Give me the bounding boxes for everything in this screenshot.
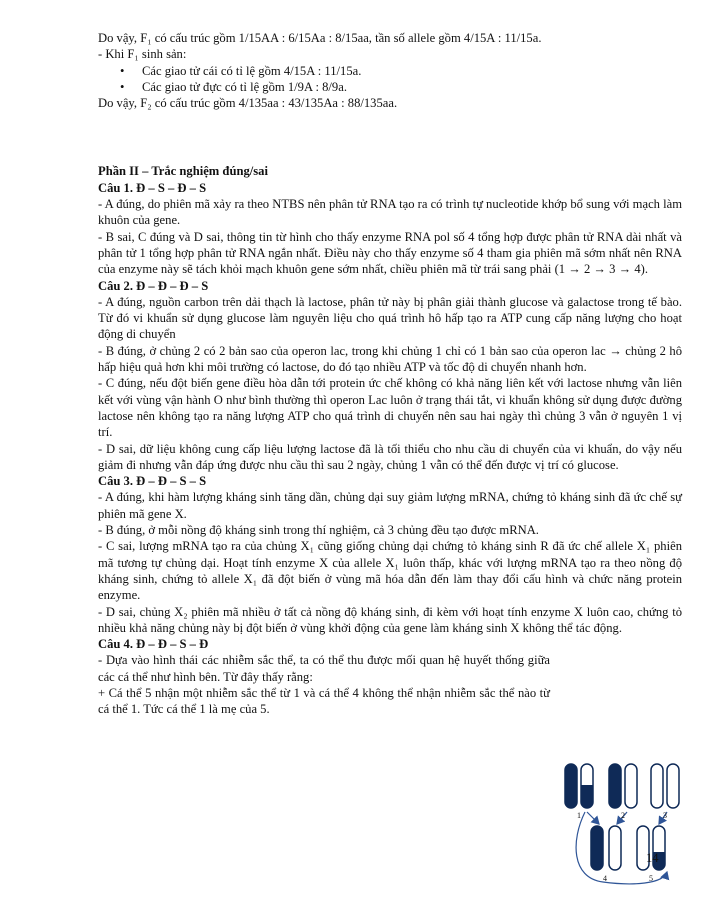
- figure-label: 1: [577, 811, 581, 820]
- question-4-a: - Dựa vào hình thái các nhiễm sắc thể, ta có thể thu được mối quan hệ huyết thống giữa các cá thể như hình bên. Từ đây thấy rằng:: [98, 653, 550, 684]
- chromosome-pair-2: [609, 764, 637, 808]
- question-1-heading: Câu 1. Đ – S – Đ – S: [98, 180, 207, 195]
- question-3-heading: Câu 3. Đ – Đ – S – S: [98, 474, 207, 489]
- figure-label: 2: [621, 811, 625, 820]
- inheritance-arrow: [587, 812, 599, 824]
- intro-line-2: - Khi F₁ sinh sản:: [98, 47, 187, 62]
- question-4-heading: Câu 4. Đ – Đ – S – Đ: [98, 637, 209, 652]
- page-number: 14: [646, 851, 659, 865]
- figure-label: 4: [603, 874, 607, 883]
- figure-label: 5: [649, 874, 653, 883]
- chromosome: [591, 826, 603, 870]
- section-title: Phần II – Trắc nghiệm đúng/sai: [98, 164, 268, 179]
- intro-line-1: Do vậy, F₁ có cấu trúc gồm 1/15AA : 6/15Aa : 8/15aa, tần số allele gồm 4/15A : 11/15a.: [98, 31, 542, 45]
- question-4-b: + Cá thể 5 nhận một nhiễm sắc thể từ 1 và cá thể 4 không thể nhận nhiễm sắc thể nào từ cá thể 1. Tức cá thể 1 là mẹ của 5.: [98, 685, 550, 717]
- chromosome-band: [581, 785, 593, 808]
- chromosome-pair-3: [651, 764, 679, 808]
- figure-label: 3: [663, 811, 667, 820]
- question-2-b: - B đúng, ở chủng 2 có 2 bản sao của operon lac, trong khi chủng 1 chỉ có 1 bản sao của operon lac → chủng 2 hô hấp hiệu quả hơn khi môi trường có lactose, do đó tạo nhiều ATP và tốc độ di chuyển nhanh hơn.: [98, 343, 682, 375]
- question-2-heading: Câu 2. Đ – Đ – Đ – S: [98, 278, 209, 293]
- chromosome: [609, 764, 621, 808]
- question-2-c: - C đúng, nếu đột biến gene điều hòa dẫn tới protein ức chế không có khả năng liên kết với lactose nhưng vẫn liên kết với vùng vận hành O như bình thường thì operon Lac luôn ở trạng thái tắt, vi khuẩn không sử dụng được đường lactose nên không tạo ra năng lượng ATP cho quá trình di chuyển nên sau hai ngày thì chủng 3 vẫn ở nguyên 1 vị trí.: [98, 376, 682, 440]
- intro-line-3: Do vậy, F₂ có cấu trúc gồm 4/135aa : 43/135Aa : 88/135aa.: [98, 96, 398, 111]
- chromosome-pair-4: [591, 826, 621, 870]
- chromosome: [667, 764, 679, 808]
- chromosome-pedigree-figure: [563, 760, 705, 888]
- question-2-a: - A đúng, nguồn carbon trên dải thạch là lactose, phân tử này bị phân giải thành glucose và galactose trong tế bào. Từ đó vi khuẩn sử dụng glucose làm nguyên liệu cho quá trình hô hấp tạo ra ATP cung cấp năng lượng cho hoạt động di chuyển: [98, 294, 682, 342]
- chromosome: [565, 764, 577, 808]
- chromosome: [651, 764, 663, 808]
- chromosome: [625, 764, 637, 808]
- chromosome-pair-1: [565, 764, 593, 808]
- chromosome: [609, 826, 621, 870]
- document-body: [98, 30, 682, 718]
- question-1-a: - A đúng, do phiên mã xảy ra theo NTBS nên phân tử RNA tạo ra có trình tự nucleotide khớp bổ sung với mạch làm khuôn của gene.: [98, 197, 682, 228]
- question-3-c: - C sai, lượng mRNA tạo ra của chủng X₁ cũng giống chủng dại chứng tỏ kháng sinh R đã ức chế allele X₁ phiên mã tương tự chủng dại. Hoạt tính enzyme X của allele X₁ luôn thấp, khác với lượng mRNA tạo ra theo nồng độ kháng sinh, chứng tỏ allele X₁ đã đột biến ở vùng mã hóa dẫn đến làm thay đổi cấu hình và chức năng protein enzyme.: [98, 539, 682, 603]
- question-3-d: - D sai, chủng X₂ phiên mã nhiều ở tất cả nồng độ kháng sinh, đi kèm với hoạt tính enzyme X luôn cao, chứng tỏ nhiều khả năng chủng này bị đột biến ở vùng khởi động của gene làm kháng sinh X không thể tác động.: [98, 604, 682, 635]
- question-3-a: - A đúng, khi hàm lượng kháng sinh tăng dần, chủng dại suy giảm lượng mRNA, chứng tỏ kháng sinh đã ức chế sự phiên mã gene X.: [98, 490, 682, 521]
- question-1-b: - B sai, C đúng và D sai, thông tin từ hình cho thấy enzyme RNA pol số 4 tổng hợp được phân tử RNA dài nhất và phân tử 1 tổng hợp phân tử RNA ngắn nhất. Điều này cho thấy enzyme số 4 tham gia phiên mã sớm nhất nên RNA của enzyme này sẽ tách khỏi mạch khuôn gene sớm nhất, chiều phiên mã từ trái sang phải (1 → 2 → 3 → 4).: [98, 229, 682, 277]
- bullet-item: • Các giao tử đực có tỉ lệ gồm 1/9A : 8/9a.: [120, 79, 682, 95]
- spacer: [98, 111, 682, 163]
- question-2-d: - D sai, dữ liệu không cung cấp liệu lượng lactose đã là tối thiểu cho nhu cầu di chuyển của vi khuẩn, do vậy nếu giảm đi nhưng vẫn đáp ứng được nhu cầu thì sau 2 ngày, chủng 1 vẫn có thể đến được vị trí có glucose.: [98, 441, 682, 472]
- question-3-b: - B đúng, ở mỗi nồng độ kháng sinh trong thí nghiệm, cả 3 chủng đều tạo được mRNA.: [98, 523, 539, 538]
- bullet-item: • Các giao tử cái có tỉ lệ gồm 4/15A : 11/15a.: [120, 63, 682, 79]
